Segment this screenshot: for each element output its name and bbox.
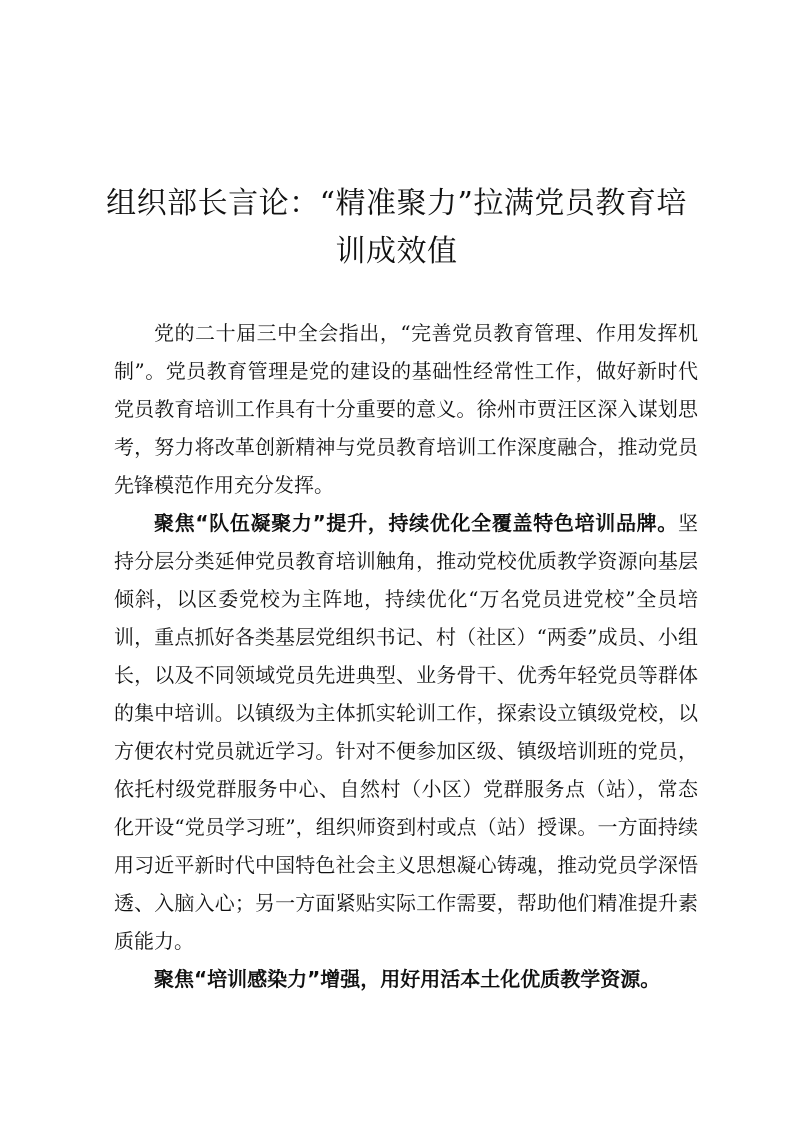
paragraph-intro [114, 314, 698, 504]
document-title: 组织部长言论：“精准聚力”拉满党员教育培训成效值 [106, 186, 687, 269]
paragraph-section-1 [114, 504, 698, 960]
paragraph-text: 党的二十届三中全会指出，“完善党员教育管理、作用发挥机制”。党员教育管理是党的建设的基础性经常性工作，做好新时代党员教育培训工作具有十分重要的意义。徐州市贾汪区深入谋划思考，努力将改革创新精神与党员教育培训工作深度融合，推动党员先锋模范作用充分发挥。 [114, 321, 698, 497]
section-heading: 聚焦“队伍凝聚力”提升，持续优化全覆盖特色培训品牌。 [154, 511, 678, 535]
document-body [114, 314, 698, 998]
section-heading: 聚焦“培训感染力”增强，用好用活本土化优质教学资源。 [154, 967, 661, 991]
paragraph-text: 坚持分层分类延伸党员教育培训触角，推动党校优质教学资源向基层倾斜，以区委党校为主阵地，持续优化“万名党员进党校”全员培训，重点抓好各类基层党组织书记、村（社区）“两委”成员、小组长，以及不同领域党员先进典型、业务骨干、优秀年轻党员等群体的集中培训。以镇级为主体抓实轮训工作，探索设立镇级党校，以方便农村党员就近学习。针对不便参加区级、镇级培训班的党员，依托村级党群服务中心、自然村（小区）党群服务点（站），常态化开设“党员学习班”，组织师资到村或点（站）授课。一方面持续用习近平新时代中国特色社会主义思想凝心铸魂，推动党员学深悟透、入脑入心；另一方面紧贴实际工作需要，帮助他们精准提升素质能力。 [114, 511, 698, 953]
paragraph-section-2 [114, 960, 698, 998]
